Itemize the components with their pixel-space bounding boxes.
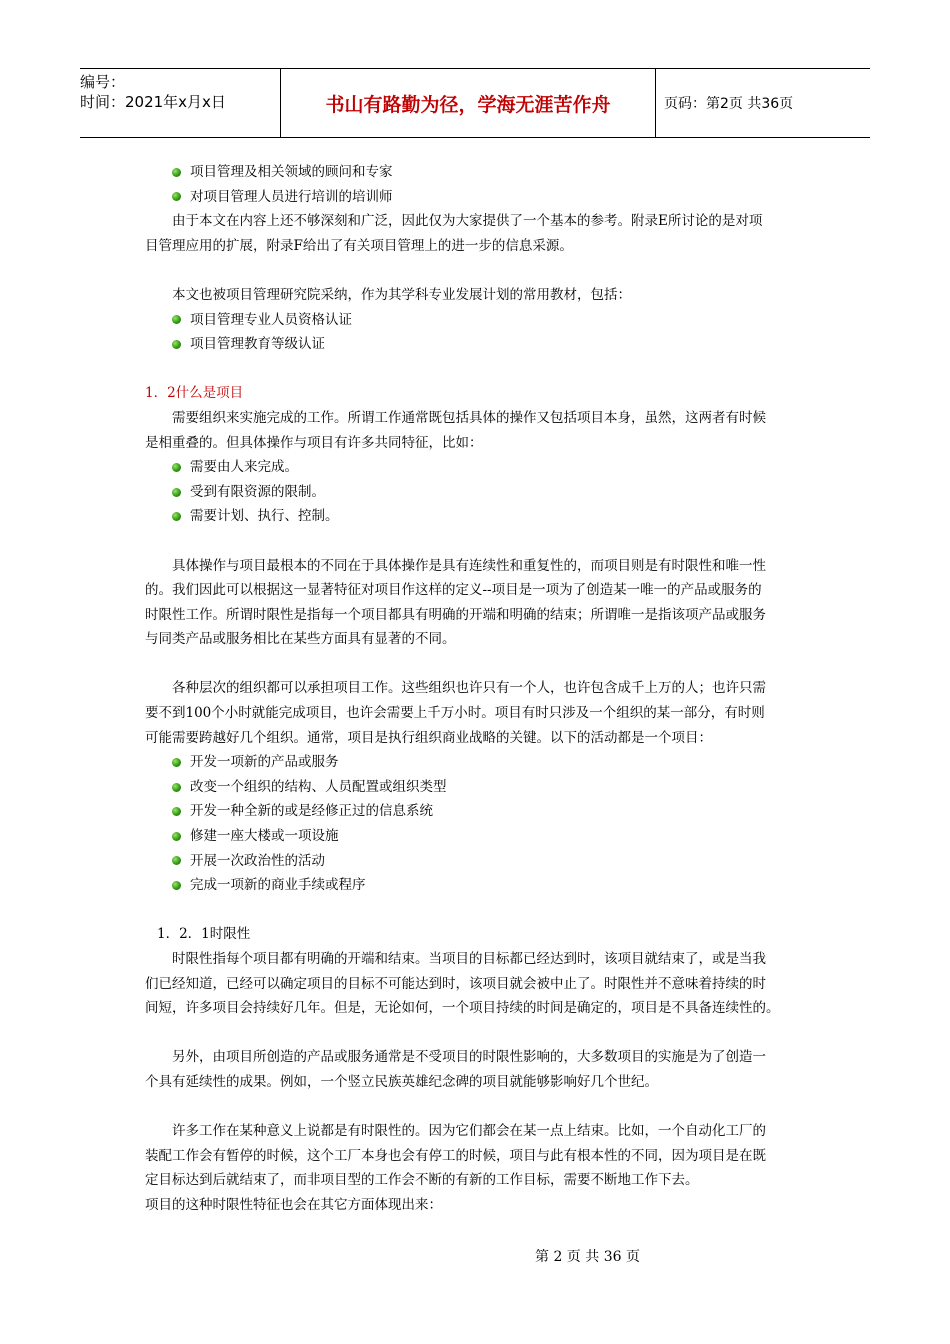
blank-line: [145, 357, 825, 382]
bullet-text: 项目管理及相关领域的顾问和专家: [190, 164, 393, 180]
bullet-text: 开展一次政治性的活动: [190, 852, 325, 869]
bullet-text: 修建一座大楼或一项设施: [190, 828, 339, 845]
green-bullet-icon: [172, 758, 181, 767]
bullet-text: 完成一项新的商业手续或程序: [190, 877, 366, 894]
number-label: 编号：: [80, 73, 126, 91]
bullet-item: [145, 873, 825, 898]
bullet-item: [145, 849, 825, 874]
bullet-text: 项目管理教育等级认证: [190, 336, 325, 353]
bullet-text: 改变一个组织的结构、人员配置或组织类型: [190, 778, 447, 795]
bullet-item: [145, 480, 825, 505]
page-footer: 第 2 页 共 36 页: [535, 1249, 640, 1265]
paragraph-line: 间短，许多项目会持续好几年。但是，无论如何，一个项目持续的时间是确定的，项目是不具备连续性的。: [145, 1000, 780, 1017]
paragraph-line: 时限性指每个项目都有明确的开端和结束。当项目的目标都已经达到时，该项目就结束了，或是当我: [172, 951, 766, 967]
blank-line: [145, 1095, 825, 1120]
paragraph-line: 可能需要跨越好几个组织。通常，项目是执行组织商业战略的关键。以下的活动都是一个项目：: [145, 729, 712, 746]
time-label: 时间：2021年x月x日: [80, 93, 226, 111]
blank-line: [145, 898, 825, 923]
document-body: [145, 160, 825, 1218]
bullet-item: [145, 775, 825, 800]
green-bullet-icon: [172, 340, 181, 349]
paragraph-line: 与同类产品或服务相比在某些方面具有显著的不同。: [145, 631, 456, 648]
green-bullet-icon: [172, 488, 181, 497]
green-bullet-icon: [172, 192, 181, 201]
paragraph-line: 需要组织来实施完成的工作。所谓工作通常既包括具体的操作又包括项目本身，虽然，这两者有时候: [172, 409, 766, 426]
header-page-info: 页码：第2页 共36页: [664, 96, 794, 112]
paragraph-line: 许多工作在某种意义上说都是有时限性的。因为它们都会在某一点上结束。比如，一个自动化工厂的: [172, 1123, 766, 1140]
green-bullet-icon: [172, 832, 181, 841]
green-bullet-icon: [172, 881, 181, 890]
paragraph-line: 是相重叠的。但具体操作与项目有许多共同特征，比如：: [145, 434, 483, 451]
bullet-text: 对项目管理人员进行培训的培训师: [190, 188, 393, 205]
blank-line: [145, 652, 825, 677]
bullet-item: [145, 824, 825, 849]
bullet-item: [145, 750, 825, 775]
header-meta: [80, 69, 281, 137]
paragraph-line: 们已经知道，已经可以确定项目的目标不可能达到时，该项目就会被中止了。时限性并不意味着持续的时: [145, 975, 766, 992]
bullet-item: [145, 455, 825, 480]
blank-line: [145, 529, 825, 554]
bullet-item: [145, 504, 825, 529]
paragraph-line: 由于本文在内容上还不够深刻和广泛，因此仅为大家提供了一个基本的参考。附录E所讨论的是对项: [172, 213, 763, 230]
paragraph-line: 个具有延续性的成果。例如，一个竖立民族英雄纪念碑的项目就能够影响好几个世纪。: [145, 1073, 658, 1090]
section-heading: 1．2什么是项目: [145, 385, 244, 402]
bullet-text: 需要计划、执行、控制。: [190, 508, 339, 525]
green-bullet-icon: [172, 512, 181, 521]
bullet-text: 开发一种全新的或是经修正过的信息系统: [190, 803, 433, 820]
green-bullet-icon: [172, 783, 181, 792]
green-bullet-icon: [172, 807, 181, 816]
paragraph-line: 的。我们因此可以根据这一显著特征对项目作这样的定义--项目是一项为了创造某一唯一的产品或服务的: [145, 582, 762, 599]
green-bullet-icon: [172, 315, 181, 324]
paragraph-line: 定目标达到后就结束了，而非项目型的工作会不断的有新的工作目标，需要不断地工作下去。: [145, 1172, 699, 1189]
paragraph-line: 另外，由项目所创造的产品或服务通常是不受项目的时限性影响的，大多数项目的实施是为了创造一: [172, 1049, 766, 1066]
bullet-item: [145, 185, 825, 210]
bullet-text: 项目管理专业人员资格认证: [190, 311, 352, 328]
paragraph-line: 时限性工作。所谓时限性是指每一个项目都具有明确的开端和明确的结束；所谓唯一是指该项产品或服务: [145, 606, 766, 623]
bullet-item: [145, 799, 825, 824]
bullet-text: 开发一项新的产品或服务: [190, 754, 339, 771]
paragraph-line: 具体操作与项目最根本的不同在于具体操作是具有连续性和重复性的，而项目则是有时限性和唯一性: [172, 557, 766, 574]
paragraph-line: 装配工作会有暂停的时候，这个工厂本身也会有停工的时候，项目与此有根本性的不同，因为项目是在既: [145, 1147, 766, 1164]
bullet-item: [145, 332, 825, 357]
header-motto: 书山有路勤为径，学海无涯苦作舟: [281, 69, 656, 137]
bullet-text: 需要由人来完成。: [190, 459, 298, 476]
green-bullet-icon: [172, 168, 181, 177]
paragraph-line: 各种层次的组织都可以承担项目工作。这些组织也许只有一个人，也许包含成千上万的人；也许只需: [172, 680, 766, 697]
bullet-item: [145, 308, 825, 333]
green-bullet-icon: [172, 463, 181, 472]
paragraph-line: 要不到100个小时就能完成项目，也许会需要上千万小时。项目有时只涉及一个组织的某一部分，有时则: [145, 705, 765, 722]
blank-line: [145, 258, 825, 283]
paragraph-line: 目管理应用的扩展，附录F给出了有关项目管理上的进一步的信息采源。: [145, 237, 573, 254]
blank-line: [145, 1021, 825, 1046]
page-header: [80, 68, 870, 138]
bullet-text: 受到有限资源的限制。: [190, 483, 325, 500]
bullet-item: [145, 160, 825, 185]
paragraph-line: 本文也被项目管理研究院采纳，作为其学科专业发展计划的常用教材，包括：: [172, 286, 631, 303]
paragraph-line: 项目的这种时限性特征也会在其它方面体现出来：: [145, 1196, 442, 1213]
green-bullet-icon: [172, 856, 181, 865]
section-heading: 1．2．1时限性: [157, 926, 251, 943]
